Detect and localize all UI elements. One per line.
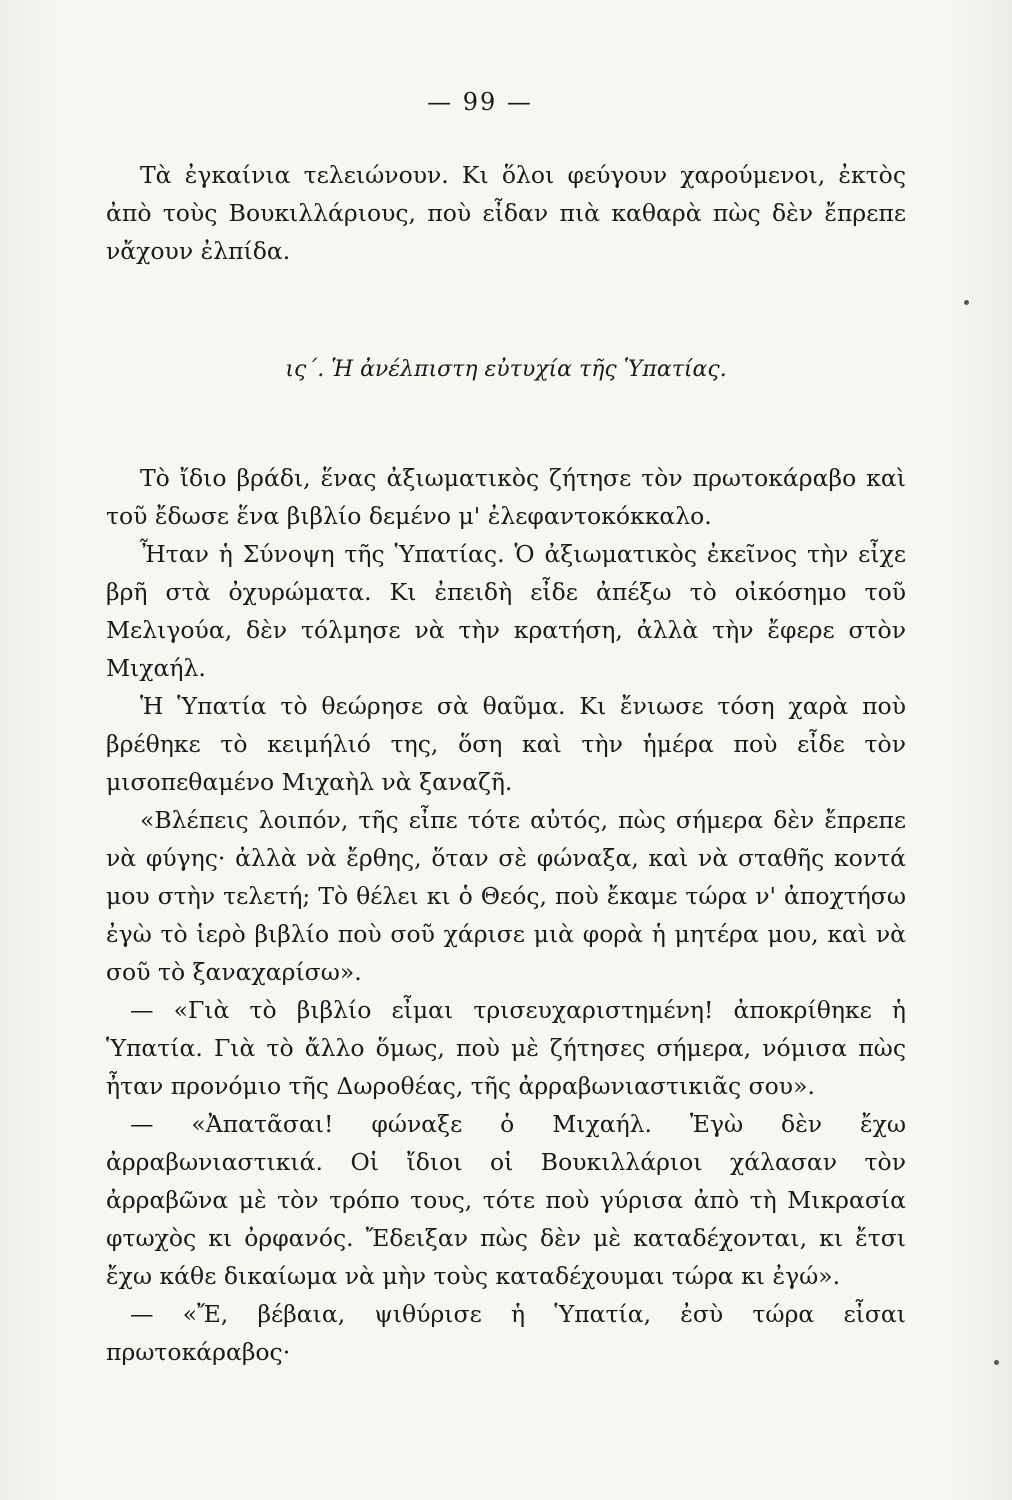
- paragraph: Τὸ ἴδιο βράδι, ἕνας ἀξιωματικὸς ζήτησε τὸν πρωτοκάραβο καὶ τοῦ ἔδωσε ἕνα βιβλίο δεμένο μ' ἐλεφαντοκόκκαλο.: [106, 464, 906, 530]
- paragraph: «Βλέπεις λοιπόν, τῆς εἶπε τότε αὐτός, πὼς σήμερα δὲν ἔπρεπε νὰ φύγης· ἀλλὰ νὰ ἔρθης, ὅταν σὲ φώναξα, καὶ νὰ σταθῆς κοντά μου στὴν τελετή; Τὸ θέλει κι ὁ Θεός, ποὺ ἔκαμε τώρα ν' ἀποχτήσω ἐγὼ τὸ ἱερὸ βιβλίο ποὺ σοῦ χάρισε μιὰ φορὰ ἡ μητέρα μου, καὶ νὰ σοῦ τὸ ξαναχαρίσω».: [106, 806, 906, 986]
- paragraph: Ἦταν ἡ Σύνοψη τῆς Ὑπατίας. Ὁ ἀξιωματικὸς ἐκεῖνος τὴν εἶχε βρῆ στὰ ὀχυρώματα. Κι ἐπειδὴ εἶδε ἀπέξω τὸ οἰκόσημο τοῦ Μελιγούα, δὲν τόλμησε νὰ τὴν κρατήση, ἀλλὰ τὴν ἔφερε στὸν Μιχαήλ.: [106, 540, 906, 682]
- dialogue-paragraph: — «Ἔ, βέβαια, ψιθύρισε ἡ Ὑπατία, ἐσὺ τώρα εἶσαι πρωτοκάραβος·: [106, 1300, 906, 1366]
- print-speck: [964, 300, 969, 305]
- dialogue-paragraph: — «Γιὰ τὸ βιβλίο εἶμαι τρισευχαριστημένη! ἀποκρίθηκε ἡ Ὑπατία. Γιὰ τὸ ἄλλο ὅμως, ποὺ μὲ ζήτησες σήμερα, νόμισα πὼς ἦταν προνόμιο τῆς Δωροθέας, τῆς ἀρραβωνιαστικιᾶς σου».: [106, 996, 906, 1100]
- page-number: — 99 —: [427, 88, 533, 116]
- chapter-text-block: [106, 459, 906, 1371]
- paragraph: Ἡ Ὑπατία τὸ θεώρησε σὰ θαῦμα. Κι ἔνιωσε τόση χαρὰ ποὺ βρέθηκε τὸ κειμήλιό της, ὅση καὶ τὴν ἡμέρα ποὺ εἶδε τὸν μισοπεθαμένο Μιχαὴλ νὰ ξαναζῆ.: [106, 692, 906, 796]
- intro-paragraph: Τὰ ἐγκαίνια τελειώνουν. Κι ὅλοι φεύγουν χαρούμενοι, ἐκτὸς ἀπὸ τοὺς Βουκιλλάριους, ποὺ εἶδαν πιὰ καθαρὰ πὼς δὲν ἔπρεπε νἄχουν ἐλπίδα.: [106, 161, 906, 265]
- dialogue-paragraph: — «Ἀπατᾶσαι! φώναξε ὁ Μιχαήλ. Ἐγὼ δὲν ἔχω ἀρραβωνιαστικιά. Οἱ ἴδιοι οἱ Βουκιλλάριοι χάλασαν τὸν ἀρραβῶνα μὲ τὸν τρόπο τους, τότε ποὺ γύρισα ἀπὸ τὴ Μικρασία φτωχὸς κι ὀρφανός. Ἔδειξαν πὼς δὲν μὲ καταδέχονται, κι ἔτσι ἔχω κάθε δικαίωμα νὰ μὴν τοὺς καταδέχουμαι τώρα κι ἐγώ».: [106, 1110, 906, 1290]
- chapter-heading: ις΄. Ἡ ἀνέλπιστη εὐτυχία τῆς Ὑπατίας.: [285, 357, 727, 382]
- print-speck: [994, 1360, 999, 1365]
- intro-text-block: [106, 156, 906, 270]
